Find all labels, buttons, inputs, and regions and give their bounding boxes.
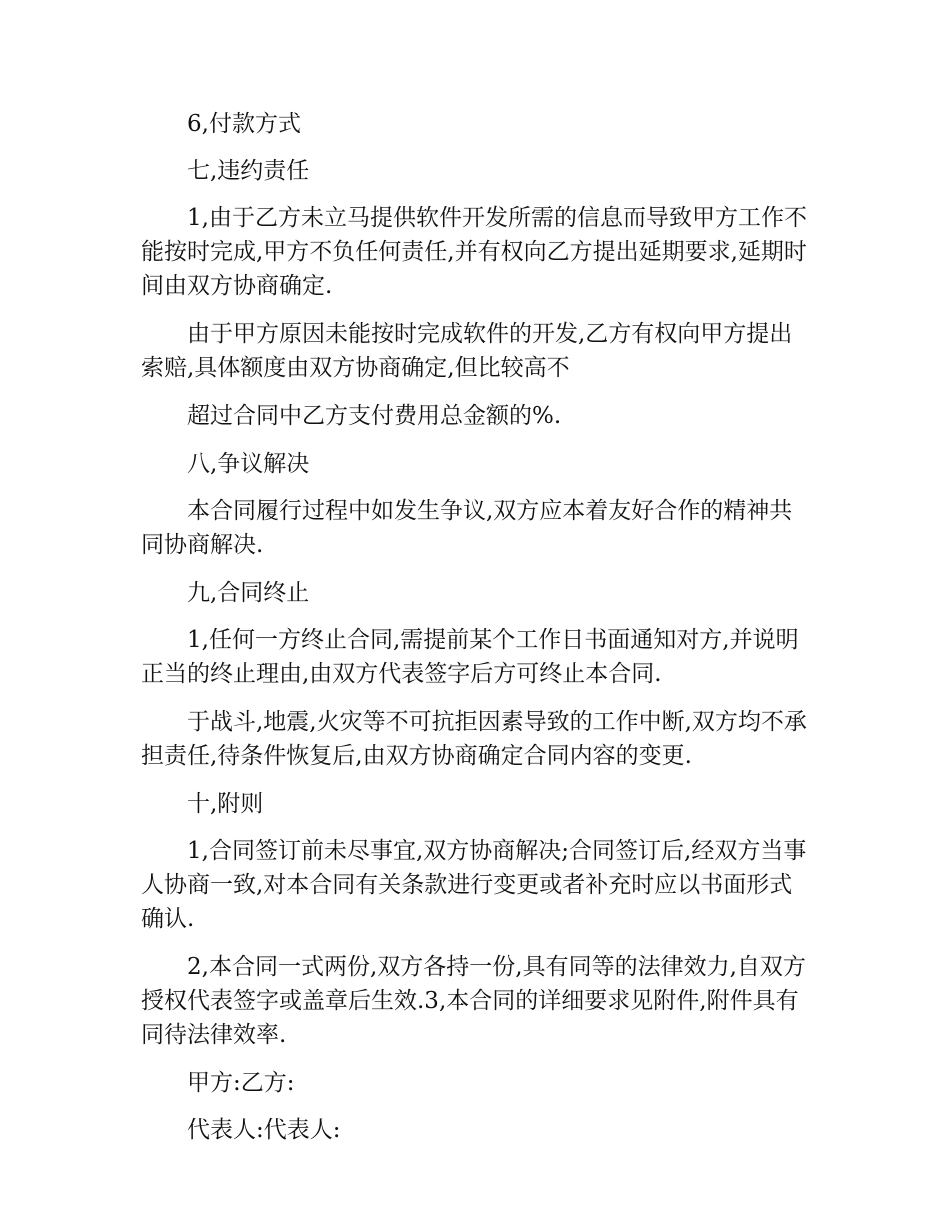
paragraph-supplementary-clause-1: 1,合同签订前未尽事宜,双方协商解决;合同签订后,经双方当事人协商一致,对本合同有关条款进行变更或者补充时应以书面形式确认.	[141, 838, 807, 932]
signature-representatives-line: 代表人:代表人:	[187, 1117, 341, 1143]
paragraph-breach-clause-2: 由于甲方原因未能按时完成软件的开发,乙方有权向甲方提出索赔,具体额度由双方协商确定,但比较高不	[141, 321, 793, 381]
section-heading-supplementary-provisions: 十,附则	[187, 791, 264, 817]
section-item-payment-method: 6,付款方式	[187, 111, 301, 137]
signature-parties-line: 甲方:乙方:	[187, 1070, 295, 1096]
section-heading-contract-termination: 九,合同终止	[187, 580, 310, 606]
section-heading-breach-liability: 七,违约责任	[187, 158, 310, 184]
paragraph-force-majeure-clause: 于战斗,地震,火灾等不可抗拒因素导致的工作中断,双方均不承担责任,待条件恢复后,由双方协商确定合同内容的变更.	[141, 709, 807, 769]
paragraph-supplementary-clause-2: 2,本合同一式两份,双方各持一份,具有同等的法律效力,自双方授权代表签字或盖章后生效.3,本合同的详细要求见附件,附件具有同待法律效率.	[141, 954, 806, 1048]
section-heading-dispute-resolution: 八,争议解决	[187, 451, 310, 477]
paragraph-dispute-clause: 本合同履行过程中如发生争议,双方应本着友好合作的精神共同协商解决.	[141, 498, 793, 558]
paragraph-termination-clause-1: 1,任何一方终止合同,需提前某个工作日书面通知对方,并说明正当的终止理由,由双方代表签字后方可终止本合同.	[141, 627, 799, 687]
paragraph-breach-clause-1: 1,由于乙方未立马提供软件开发所需的信息而导致甲方工作不能按时完成,甲方不负任何责任,并有权向乙方提出延期要求,延期时间由双方协商确定.	[141, 205, 807, 299]
document-page	[141, 107, 813, 1160]
paragraph-breach-clause-2-continued: 超过合同中乙方支付费用总金额的%.	[187, 403, 562, 429]
